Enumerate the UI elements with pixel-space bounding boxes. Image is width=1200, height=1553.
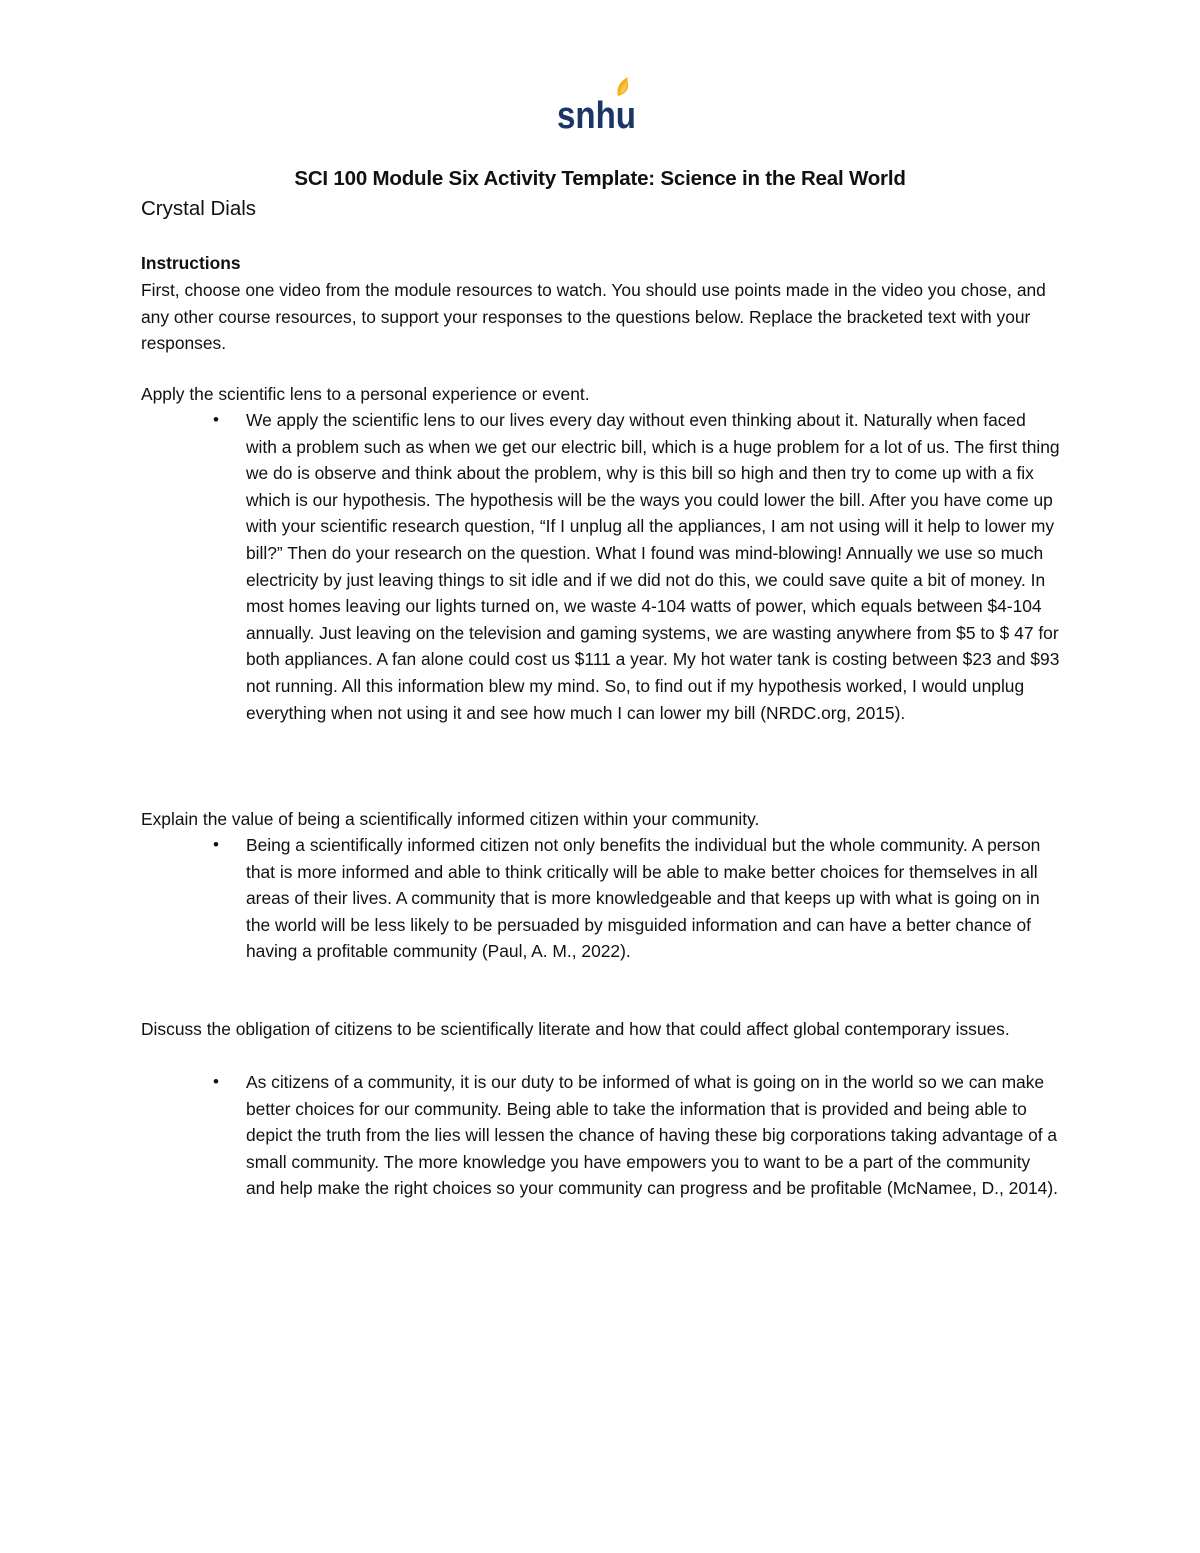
snhu-logo-icon: [556, 74, 638, 137]
logo-text: snhu: [557, 95, 636, 137]
section-prompt: Apply the scientific lens to a personal experience or event.: [141, 384, 590, 404]
bullet-icon: •: [213, 1072, 219, 1091]
instructions-heading: Instructions: [141, 253, 241, 273]
section-response: Being a scientifically informed citizen not only benefits the individual but the whole community. A person that is more informed and able to think critically will be able to make better choices for themselves in all areas of their lives. A community that is more knowledgeable and that keeps up with what is going on in the world will be less likely to be persuaded by misguided information and can have a better chance of having a profitable community (Paul, A. M., 2022).: [246, 835, 1041, 962]
section-response: As citizens of a community, it is our duty to be informed of what is going on in the world so we can make better choices for our community. Being able to take the information that is provided and being able to depict the truth from the lies will lessen the chance of having these big corporations taking advantage of a small community. The more knowledge you have empowers you to want to be a part of the community and help make the right choices so your community can progress and be profitable (McNamee, D., 2014).: [246, 1072, 1058, 1199]
section-response: We apply the scientific lens to our lives every day without even thinking about it. Naturally when faced with a problem such as when we get our electric bill, which is a huge problem for a lot of us. The first thing we do is observe and think about the problem, why is this bill so high and then try to come up with a fix which is our hypothesis. The hypothesis will be the ways you could lower the bill. After you have come up with your scientific research question, “If I unplug all the appliances, I am not using will it help to lower my bill?” Then do your research on the question. What I found was mind-blowing! Annually we use so much electricity by just leaving things to sit idle and if we did not do this, we could save quite a bit of money. In most homes leaving our lights turned on, we waste 4-104 watts of power, which equals between $4-104 annually. Just leaving on the television and gaming systems, we are wasting anywhere from $5 to $ 47 for both appliances. A fan alone could cost us $111 a year. My hot water tank is costing between $23 and $93 not running. All this information blew my mind. So, to find out if my hypothesis worked, I would unplug everything when not using it and see how much I can lower my bill (NRDC.org, 2015).: [246, 410, 1060, 723]
section-prompt: Discuss the obligation of citizens to be scientifically literate and how that could affect global contemporary issues.: [141, 1019, 1010, 1039]
author-name: Crystal Dials: [141, 197, 257, 220]
document-title: SCI 100 Module Six Activity Template: Science in the Real World: [294, 167, 906, 190]
bullet-icon: •: [213, 410, 219, 429]
section-prompt: Explain the value of being a scientifically informed citizen within your community.: [141, 809, 760, 829]
instructions-text: First, choose one video from the module resources to watch. You should use points made in the video you chose, and any other course resources, to support your responses to the questions below. Replace the bracketed text with your responses.: [141, 280, 1046, 353]
bullet-icon: •: [213, 835, 219, 854]
